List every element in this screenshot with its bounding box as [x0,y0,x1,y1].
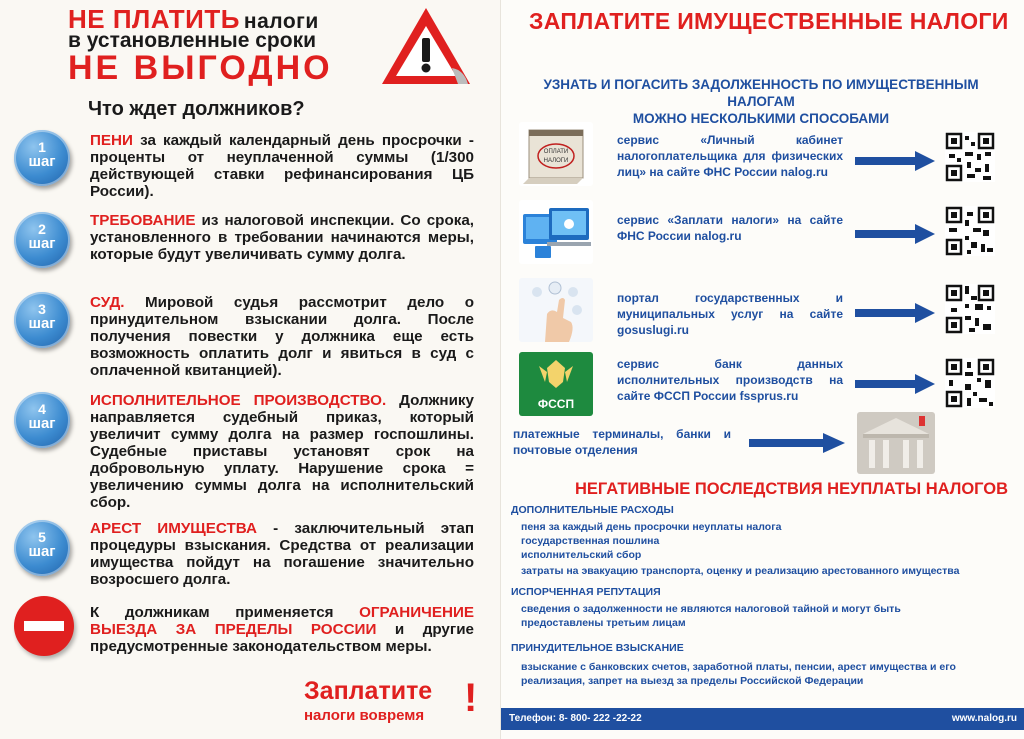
neg-item: пеня за каждый день просрочки неуплаты налога [521,521,782,533]
neg-item: государственная пошлина [521,535,660,547]
step-badge-5 [14,520,70,576]
arrow-right-icon [855,303,935,323]
service-text-4: сервис банк данных исполнительных производств на сайте ФССП России fssprus.ru [617,357,843,403]
right-panel [500,0,1024,739]
neg-item: сведения о задолженности не являются налоговой тайной и могут быть предоставлены третьим лицам [521,603,901,629]
negative-title: НЕГАТИВНЫЕ ПОСЛЕДСТВИЯ НЕУПЛАТЫ НАЛОГОВ [575,480,1009,498]
no-entry-icon [14,596,74,656]
restriction-post: и другие предусмотренные законодательством меры. [90,621,474,655]
pay-slogan-big: Заплатите [304,677,433,705]
calendar-image [519,122,593,186]
neg-item: взыскание с банковских счетов, заработной платы, пенсии, арест имущества и его реализация, запрет на выезд за пределы Российской Федерации [521,661,956,687]
step-text-5 [90,520,474,588]
right-title: ЗАПЛАТИТЕ ИМУЩЕСТВЕННЫЕ НАЛОГИ [529,8,1009,34]
arrow-right-icon [855,224,935,244]
step-number: 1 [38,139,46,155]
step-badge-3 [14,292,70,348]
service-text-1: сервис «Личный кабинет налогоплательщика для физических лиц» на сайте ФНС России nalog.ru [617,133,843,179]
fssp-image [519,352,593,416]
step-number: 2 [38,221,46,237]
qr-code-icon[interactable] [945,358,995,408]
qr-code-icon[interactable] [945,206,995,256]
right-subtitle [541,76,981,127]
step-body: - заключительный этап процедуры взыскания. Средства от реализации имущества пойдут на погашение значительно возросшего долга. [90,520,474,588]
neg-item: исполнительский сбор [521,549,642,561]
exclamation-mark: ! [464,676,478,720]
qr-code-icon[interactable] [945,284,995,334]
neg-heading-2: ИСПОРЧЕННАЯ РЕПУТАЦИЯ [511,586,661,598]
headline-line-3: НЕ ВЫГОДНО [68,49,333,87]
restriction-pre: К должникам применяется [90,604,360,621]
service-text-2: сервис «Заплати налоги» на сайте ФНС России nalog.ru [617,213,843,243]
service-text-3: портал государственных и муниципальных услуг на сайте gosuslugi.ru [617,291,843,337]
step-heading: ИСПОЛНИТЕЛЬНОЕ ПРОИЗВОДСТВО. [90,392,387,409]
right-subtitle-line-1: УЗНАТЬ И ПОГАСИТЬ ЗАДОЛЖЕННОСТЬ ПО ИМУЩЕСТВЕННЫМ НАЛОГАМ [543,77,979,109]
step-number: 5 [38,529,46,545]
restriction-text [90,604,474,655]
step-badge-2 [14,212,70,268]
step-body: из налоговой инспекции. Со срока, установленного в требовании начинаются меры, которые будут увеличивать сумму долга. [90,212,474,263]
step-body: за каждый календарный день просрочки - проценты от неуплаченной суммы (1/300 действующей ставки рефинансирования ЦБ России). [90,132,474,200]
calendar-caption-1: ОПЛАТИ [543,149,569,155]
step-text-3 [90,294,474,379]
neg-heading-3: ПРИНУДИТЕЛЬНОЕ ВЗЫСКАНИЕ [511,642,684,654]
qr-code-icon[interactable] [945,132,995,182]
step-text-2 [90,212,474,263]
step-heading: ПЕНИ [90,132,133,149]
arrow-right-icon [855,151,935,171]
step-badge-4 [14,392,70,448]
step-word: шаг [28,235,56,252]
step-heading: АРЕСТ ИМУЩЕСТВА [90,520,257,537]
arrow-right-icon [749,433,845,453]
step-number: 4 [38,401,46,417]
step-word: шаг [28,315,56,332]
restriction-highlight: ОГРАНИЧЕНИЕ ВЫЕЗДА ЗА ПРЕДЕЛЫ РОССИИ [90,604,474,638]
step-badge-1 [14,130,70,186]
pay-slogan-small: налоги вовремя [304,707,425,724]
arrow-right-icon [855,374,935,394]
gosuslugi-image [519,278,593,342]
terminals-text: платежные терминалы, банки и почтовые отделения [513,427,731,457]
step-word: шаг [28,153,56,170]
step-body: Мировой судья рассмотрит дело о принудительном взыскании долга. После получения повестки у должника еще есть возможность оплатить долг и явиться в суд с оплаченной квитанцией). [90,294,474,379]
calendar-caption-2: НАЛОГИ [543,158,569,164]
footer-phone[interactable]: Телефон: 8- 800- 222 -22-22 [509,713,642,724]
step-word: шаг [28,543,56,560]
footer-bar [501,708,1024,730]
step-text-1 [90,132,474,200]
fssp-label: ФССП [537,397,575,411]
left-panel [0,0,500,739]
step-body: Должнику направляется судебный приказ, который увеличит сумму долга на размер госпошлины. Судебные приставы установят срок на добровольную уплату. Нарушение срока = увеличению суммы долга на исполнительский сбор. [90,392,474,511]
subtitle: Что ждет должников? [88,98,305,120]
step-text-4 [90,392,474,511]
step-heading: ТРЕБОВАНИЕ [90,212,196,229]
fssp-emblem-icon [519,352,593,416]
footer-url[interactable]: www.nalog.ru [951,713,1017,724]
devices-image [519,200,593,264]
headline-line-2: в установленные сроки [68,29,317,52]
warning-icon [378,4,474,88]
step-number: 3 [38,301,46,317]
step-heading: СУД. [90,294,125,311]
bank-building-image [857,412,935,474]
step-word: шаг [28,415,56,432]
neg-item: затраты на эвакуацию транспорта, оценку и реализацию арестованного имущества [521,565,960,577]
neg-heading-1: ДОПОЛНИТЕЛЬНЫЕ РАСХОДЫ [511,504,674,516]
right-subtitle-line-2: МОЖНО НЕСКОЛЬКИМИ СПОСОБАМИ [632,111,890,126]
headline-black-text: налоги [243,10,319,33]
headline-red-text: НЕ ПЛАТИТЬ [68,4,240,34]
